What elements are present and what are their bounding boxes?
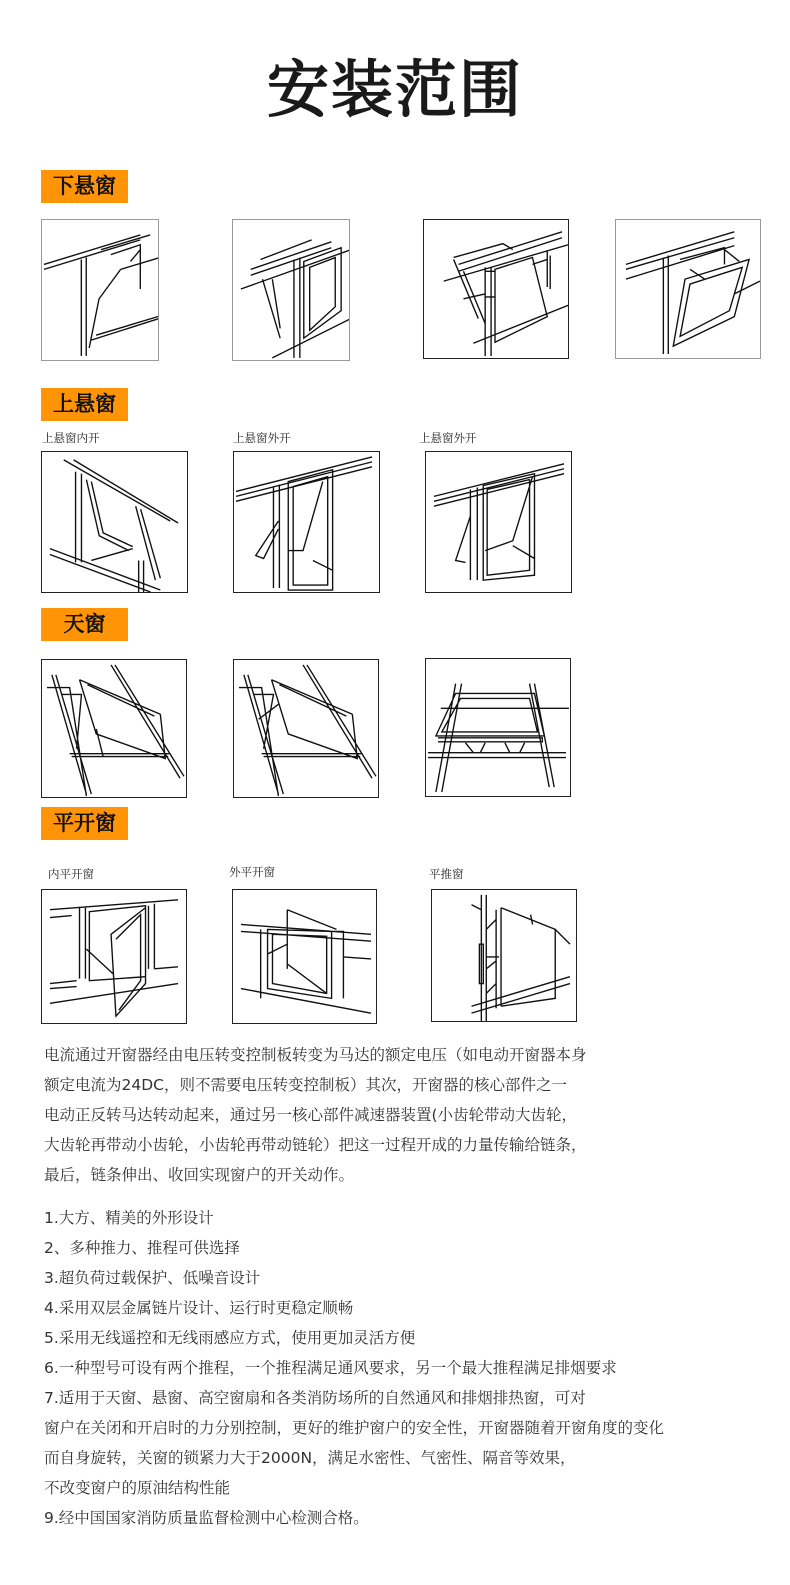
feature-item: 3.超负荷过载保护、低噪音设计	[44, 1269, 261, 1287]
feature-item: 9.经中国国家消防质量监督检测中心检测合格。	[44, 1509, 369, 1527]
description-line-5: 最后，链条伸出、收回实现窗户的开关动作。	[44, 1166, 355, 1184]
caption-outward-casement: 外平开窗	[229, 865, 275, 879]
feature-item: 6.一种型号可设有两个推程，一个推程满足通风要求，另一个最大推程满足排烟要求	[44, 1359, 617, 1377]
outward-casement-window-illustration	[232, 889, 377, 1024]
top-hung-outward-window-illustration-2	[425, 451, 572, 593]
feature-item: 5.采用无线遥控和无线雨感应方式，使用更加灵活方便	[44, 1329, 416, 1347]
bottom-hung-window-illustration-1	[41, 219, 159, 361]
feature-item: 7.适用于天窗、悬窗、高空窗扇和各类消防场所的自然通风和排烟排热窗，可对	[44, 1389, 586, 1407]
caption-top-hung-outward-1: 上悬窗外开	[233, 431, 291, 445]
top-hung-outward-window-illustration	[233, 451, 380, 593]
section-label-top-hung: 上悬窗	[41, 388, 128, 421]
page-title: 安装范围	[266, 53, 523, 126]
feature-item: 而自身旋转，关窗的锁紧力大于2000N，满足水密性、气密性、隔音等效果，	[44, 1449, 576, 1467]
inward-casement-window-illustration	[41, 889, 187, 1024]
description-line-4: 大齿轮再带动小齿轮，小齿轮再带动链轮）把这一过程开成的力量传输给链条，	[44, 1136, 587, 1154]
section-label-casement: 平开窗	[41, 807, 128, 840]
feature-item: 窗户在关闭和开启时的力分别控制，更好的维护窗户的安全性，开窗器随着开窗角度的变化	[44, 1419, 665, 1437]
skylight-illustration-3	[425, 658, 571, 797]
description-line-2: 额定电流为24DC，则不需要电压转变控制板）其次，开窗器的核心部件之一	[44, 1076, 567, 1094]
feature-item: 不改变窗户的原油结构性能	[44, 1479, 231, 1497]
caption-inward-casement: 内平开窗	[48, 867, 94, 881]
section-label-skylight: 天窗	[41, 608, 128, 641]
section-label-bottom-hung: 下悬窗	[41, 170, 128, 203]
skylight-illustration-1	[41, 659, 187, 798]
skylight-illustration-2	[233, 659, 379, 798]
parallel-push-window-illustration	[431, 889, 577, 1022]
description-line-3: 电动正反转马达转动起来，通过另一核心部件减速器装置(小齿轮带动大齿轮，	[44, 1106, 578, 1124]
feature-item: 4.采用双层金属链片设计、运行时更稳定顺畅	[44, 1299, 354, 1317]
caption-top-hung-inward: 上悬窗内开	[42, 431, 100, 445]
feature-item: 1.大方、精美的外形设计	[44, 1209, 214, 1227]
bottom-hung-window-illustration-4	[615, 219, 761, 359]
feature-item: 2、多种推力、推程可供选择	[44, 1239, 240, 1257]
caption-parallel-push: 平推窗	[429, 867, 464, 881]
caption-top-hung-outward-2: 上悬窗外开	[419, 431, 477, 445]
bottom-hung-window-illustration-3	[423, 219, 569, 359]
bottom-hung-window-illustration-2	[232, 219, 350, 361]
description-line-1: 电流通过开窗器经由电压转变控制板转变为马达的额定电压（如电动开窗器本身	[44, 1046, 587, 1064]
top-hung-inward-window-illustration	[41, 451, 188, 593]
